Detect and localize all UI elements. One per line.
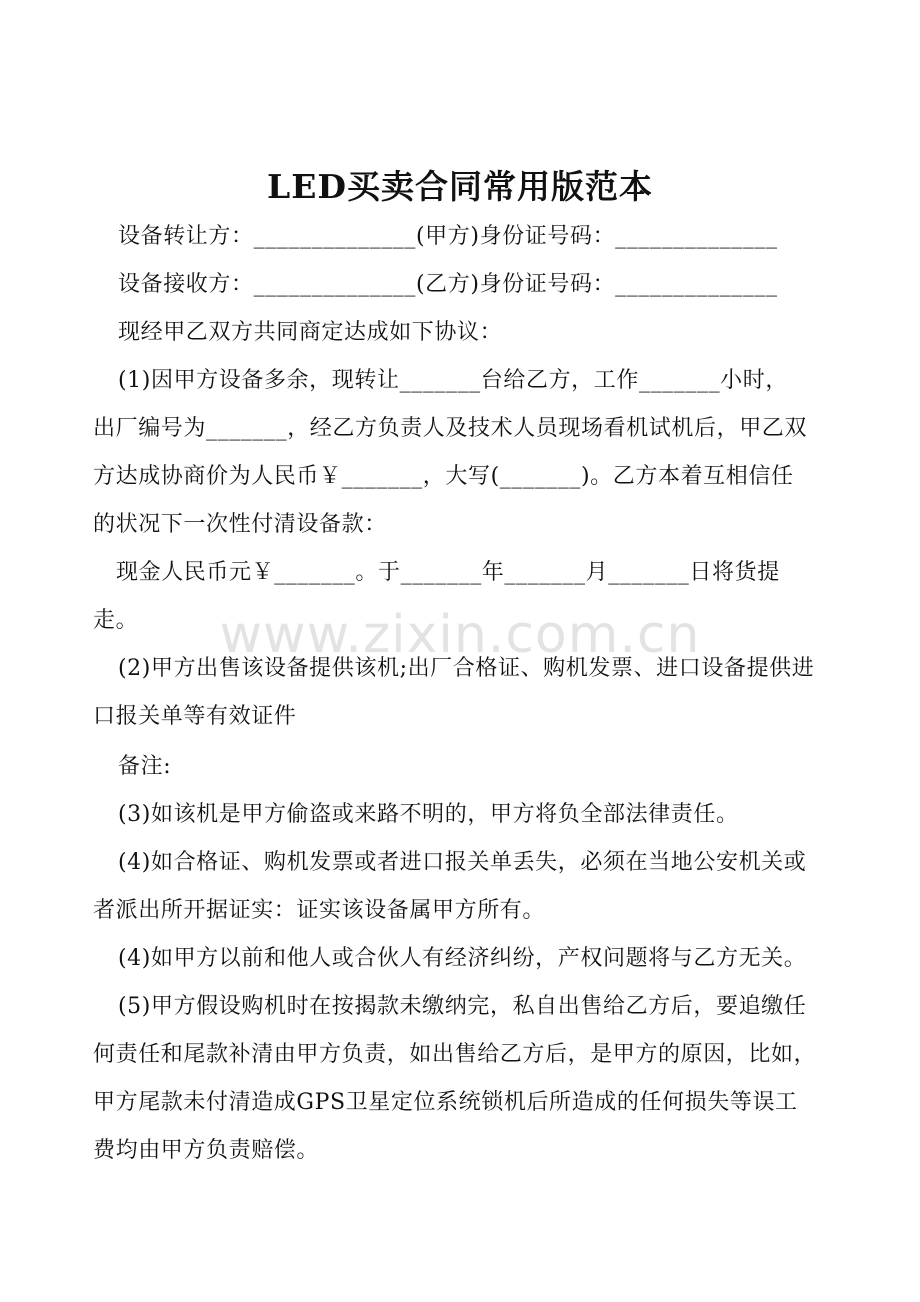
clause-4a-line-1: (4)如合格证、购机发票或者进口报关单丢失，必须在当地公安机关或 (118, 850, 807, 875)
remarks-label: 备注: (118, 754, 172, 779)
payment-line-1: 现金人民币元￥_______。于_______年_______月_______日将货提 (116, 560, 780, 585)
clause-1-line-1: (1)因甲方设备多余，现转让_______台给乙方，工作_______小时， (118, 368, 788, 393)
receiver-line: 设备接收方：______________(乙方)身份证号码：______________ (118, 272, 778, 297)
clause-1-line-3: 方达成协商价为人民币￥_______，大写(_______)。乙方本着互相信任 (93, 464, 794, 489)
clause-5-line-1: (5)甲方假设购机时在按揭款未缴纳完，私自出售给乙方后，要追缴任 (118, 994, 807, 1019)
document-title: LED买卖合同常用版范本 (267, 167, 653, 206)
clause-4b: (4)如甲方以前和他人或合伙人有经济纠纷，产权问题将与乙方无关。 (118, 946, 807, 971)
payment-line-2: 走。 (93, 608, 139, 633)
clause-1-line-4: 的状况下一次性付清设备款： (93, 512, 387, 537)
clause-5-line-2: 何责任和尾款补清由甲方负责，如出售给乙方后，是甲方的原因，比如， (93, 1042, 817, 1067)
clause-3: (3)如该机是甲方偷盗或来路不明的，甲方将负全部法律责任。 (118, 802, 739, 827)
clause-1-line-2: 出厂编号为_______，经乙方负责人及技术人员现场看机试机后，甲乙双 (93, 416, 808, 441)
transferor-line: 设备转让方：______________(甲方)身份证号码：______________ (118, 224, 778, 249)
clause-5-line-4: 费均由甲方负责赔偿。 (93, 1138, 320, 1163)
agreement-intro: 现经甲乙双方共同商定达成如下协议： (118, 320, 503, 345)
clause-2-line-1: (2)甲方出售该设备提供该机;出厂合格证、购机发票、进口设备提供进 (118, 656, 815, 681)
clause-5-line-3: 甲方尾款未付清造成GPS卫星定位系统锁机后所造成的任何损失等误工 (93, 1090, 798, 1115)
clause-2-line-2: 口报关单等有效证件 (93, 704, 297, 729)
clause-4a-line-2: 者派出所开据证实：证实该设备属甲方所有。 (93, 898, 546, 923)
watermark: www.zixin.com.cn (219, 605, 701, 665)
